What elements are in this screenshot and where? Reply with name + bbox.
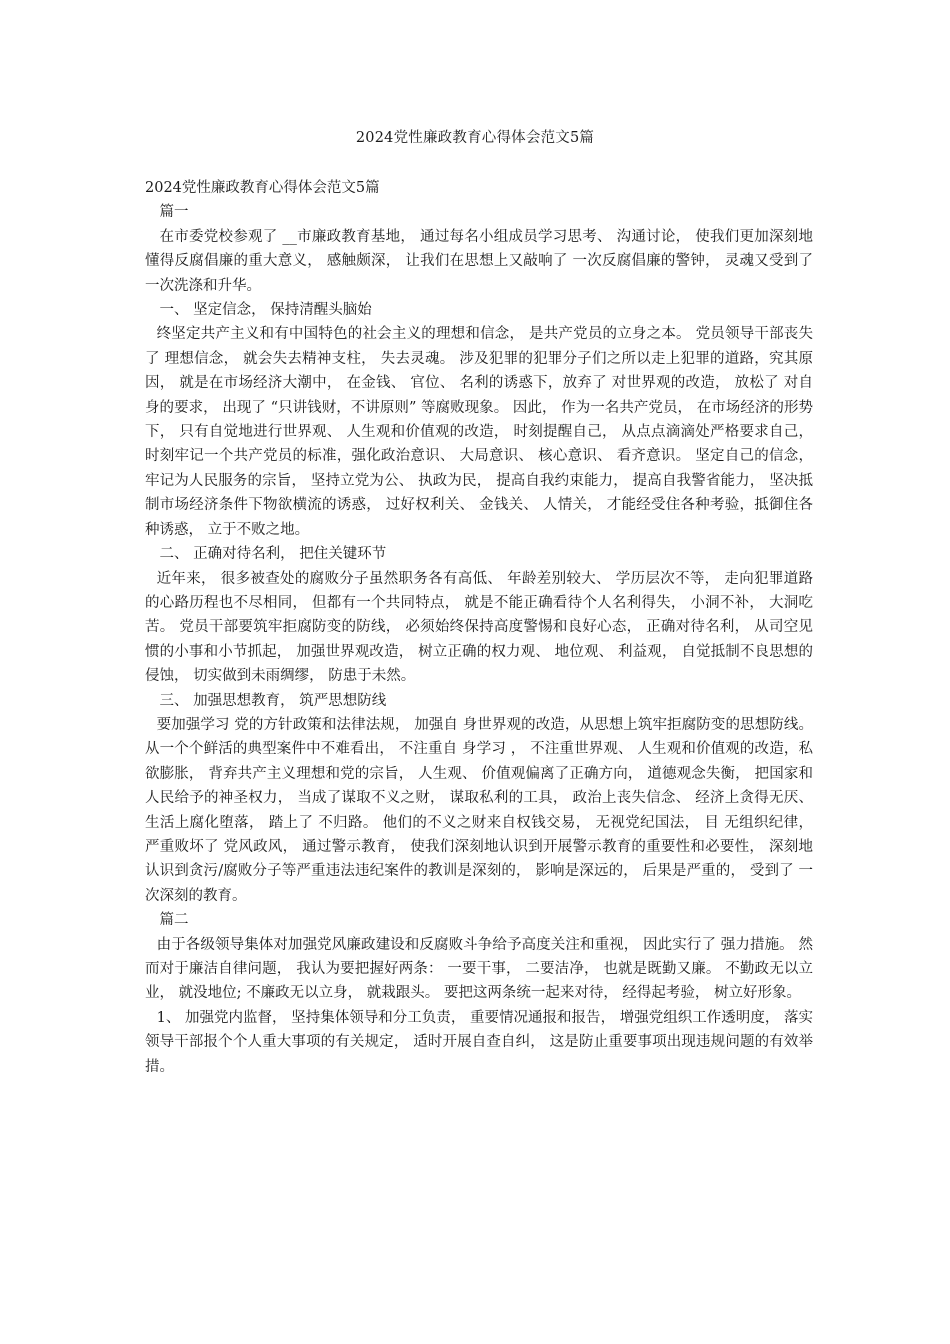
document-title: 2024党性廉政教育心得体会范文5篇 <box>355 130 595 146</box>
paragraph: 1、 加强党内监督， 坚持集体领导和分工负责， 重要情况通报和报告， 增强党组织工作透明度， 落实领导干部报个个人重大事项的有关规定， 适时开展自查自纠， 这是防止重要事项出现违规问题的有效举措。 <box>145 1009 813 1075</box>
document-subtitle: 2024党性廉政教育心得体会范文5篇 <box>145 180 380 196</box>
paragraph: 终坚定共产主义和有中国特色的社会主义的理想和信念， 是共产党员的立身之本。 党员领导干部丧失了 理想信念， 就会失去精神支柱， 失去灵魂。 涉及犯罪的犯罪分子们之所以走上犯罪的道路，究其原因， 就是在市场经济大潮中， 在金钱、 官位、 名利的诱惑下，放弃了 对世界观的改造， 放松了 对自 身的要求， 出现了 “只讲钱财，不讲原则” 等腐败现象。 因此， 作为一名共产党员， 在市场经济的形势下， 只有自觉地进行世界观、 人生观和价值观的改造， 时刻提醒自己， 从点点滴滴处严格要求自己， 时刻牢记一个共产党员的标准，强化政治意识、 大局意识、 核心意识、 看齐意识。 坚定自己的信念， 牢记为人民服务的宗旨， 坚持立党为公、 执政为民， 提高自我约束能力， 提高自我警省能力， 坚决抵制市场经济条件下物欲横流的诱惑， 过好权利关、 金钱关、 人情关， 才能经受住各种考验，抵御住各种诱惑， 立于不败之地。 <box>145 326 813 538</box>
paragraph: 由于各级领导集体对加强党风廉政建设和反腐败斗争给予高度关注和重视， 因此实行了 强力措施。 然而对于廉洁自律问题， 我认为要把握好两条： 一要干事， 二要洁净， 也就是既勤又廉。 不勤政无以立业， 就没地位; 不廉政无以立身， 就栽跟头。 要把这两条统一起来对待， 经得起考验， 树立好形象。 <box>145 936 813 1002</box>
section-heading: 三、 加强思想教育， 筑严思想防线 <box>159 692 387 709</box>
paragraph: 在市委党校参观了 __市廉政教育基地， 通过每名小组成员学习思考、 沟通讨论， 使我们更加深刻地懂得反腐倡廉的重大意义， 感触颇深， 让我们在思想上又敲响了 一次反腐倡廉的警钟， 灵魂又受到了 一次洗涤和升华。 <box>145 228 813 294</box>
paragraph: 近年来， 很多被查处的腐败分子虽然职务各有高低、 年龄差别较大、 学历层次不等， 走向犯罪道路的心路历程也不尽相同， 但都有一个共同特点， 就是不能正确看待个人名利得失， 小洞不补， 大洞吃苦。 党员干部要筑牢拒腐防变的防线， 必须始终保持高度警惕和良好心态， 正确对待名利， 从司空见惯的小事和小节抓起， 加强世界观改造， 树立正确的权力观、 地位观、 利益观， 自觉抵制不良思想的侵蚀， 切实做到未雨绸缪， 防患于未然。 <box>145 570 813 685</box>
paragraph: 要加强学习 党的方针政策和法律法规， 加强自 身世界观的改造，从思想上筑牢拒腐防变的思想防线。 从一个个鲜活的典型案件中不难看出， 不注重自 身学习 ， 不注重世界观、 人生观和价值观的改造，私欲膨胀， 背弃共产主义理想和党的宗旨， 人生观、 价值观偏离了正确方向， 道德观念失衡， 把国家和人民给予的神圣权力， 当成了谋取不义之财， 谋取私利的工具， 政治上丧失信念、 经济上贪得无厌、 生活上腐化堕落， 踏上了 不归路。 他们的不义之财来自权钱交易， 无视党纪国法， 目 无组织纪律， 严重败坏了 党风政风， 通过警示教育， 使我们深刻地认识到开展警示教育的重要性和必要性， 深刻地认识到贪污/腐败分子等严重违法违纪案件的教训是深刻的， 影响是深远的， 后果是严重的， 受到了 一次深刻的教育。 <box>145 716 813 904</box>
section-heading: 二、 正确对待名利， 把住关键环节 <box>159 546 387 563</box>
document-body <box>145 176 813 1079</box>
section-heading: 一、 坚定信念， 保持清醒头脑始 <box>159 302 372 319</box>
section-heading-pian2: 篇二 <box>159 912 189 929</box>
section-heading-pian1: 篇一 <box>159 204 189 221</box>
